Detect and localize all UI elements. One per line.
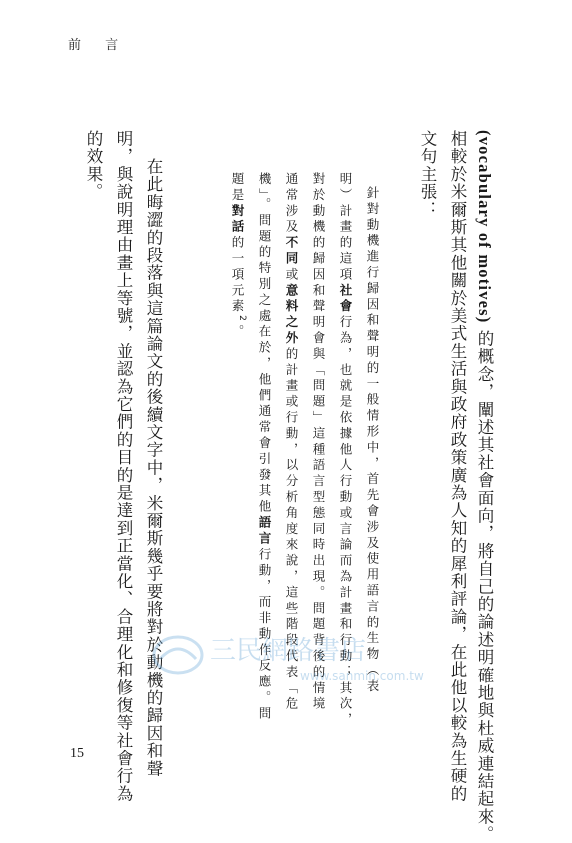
page-number: 15: [70, 746, 84, 761]
quote-column-1: 針對動機進行歸因和聲明的一般情形中，首先會涉及使用語言的生物（表: [365, 186, 380, 695]
quote-column-5: 機」。問題的特別之處在於，他們通常會引發其他語言行動，而非動作反應。問: [257, 172, 272, 723]
term-vocabulary-of-motives: (vocabulary of motives): [475, 130, 494, 324]
quote-column-3: 對於動機的歸因和聲明會與「問題」這種語言型態同時出現。問題背後的情境: [311, 172, 326, 713]
footnote-marker[interactable]: 2: [237, 315, 248, 325]
paragraph-1-column-1: (vocabulary of motives) 的概念，闡述其社會面向，將自己的論述明確地與杜威連結起來。: [475, 130, 494, 843]
paragraph-2-column-1: 在此晦澀的段落與這篇論文的後續文字中，米爾斯幾乎要將對於動機的歸因和聲: [144, 158, 163, 778]
svg-text:www.sanmin.com.tw: www.sanmin.com.tw: [300, 669, 424, 683]
quote-column-2: 明）計畫的這項社會行為，也就是依據他人行動或言論而為計畫和行動；其次，: [338, 172, 353, 729]
svg-text:三民網路書店: 三民網路書店: [210, 636, 367, 666]
quote-column-6: 題是對話的一項元素$^2$。: [230, 172, 248, 341]
paragraph-2-column-3: 的效果。: [84, 130, 103, 201]
running-head: 前 言: [68, 38, 129, 53]
paragraph-2-column-2: 明，與說明理由畫上等號，並認為它們的目的是達到正當化、合理化和修復等社會行為: [114, 130, 133, 803]
paragraph-1-column-2: 相較於米爾斯其他關於美式生活與政府政策廣為人知的犀利評論，在此他以較為生硬的: [448, 130, 467, 803]
quote-column-4: 通常涉及不同或意料之外的計畫或行動，以分析角度來說，這些階段代表「危: [284, 172, 299, 713]
paragraph-1-column-3: 文句主張：: [418, 130, 437, 219]
